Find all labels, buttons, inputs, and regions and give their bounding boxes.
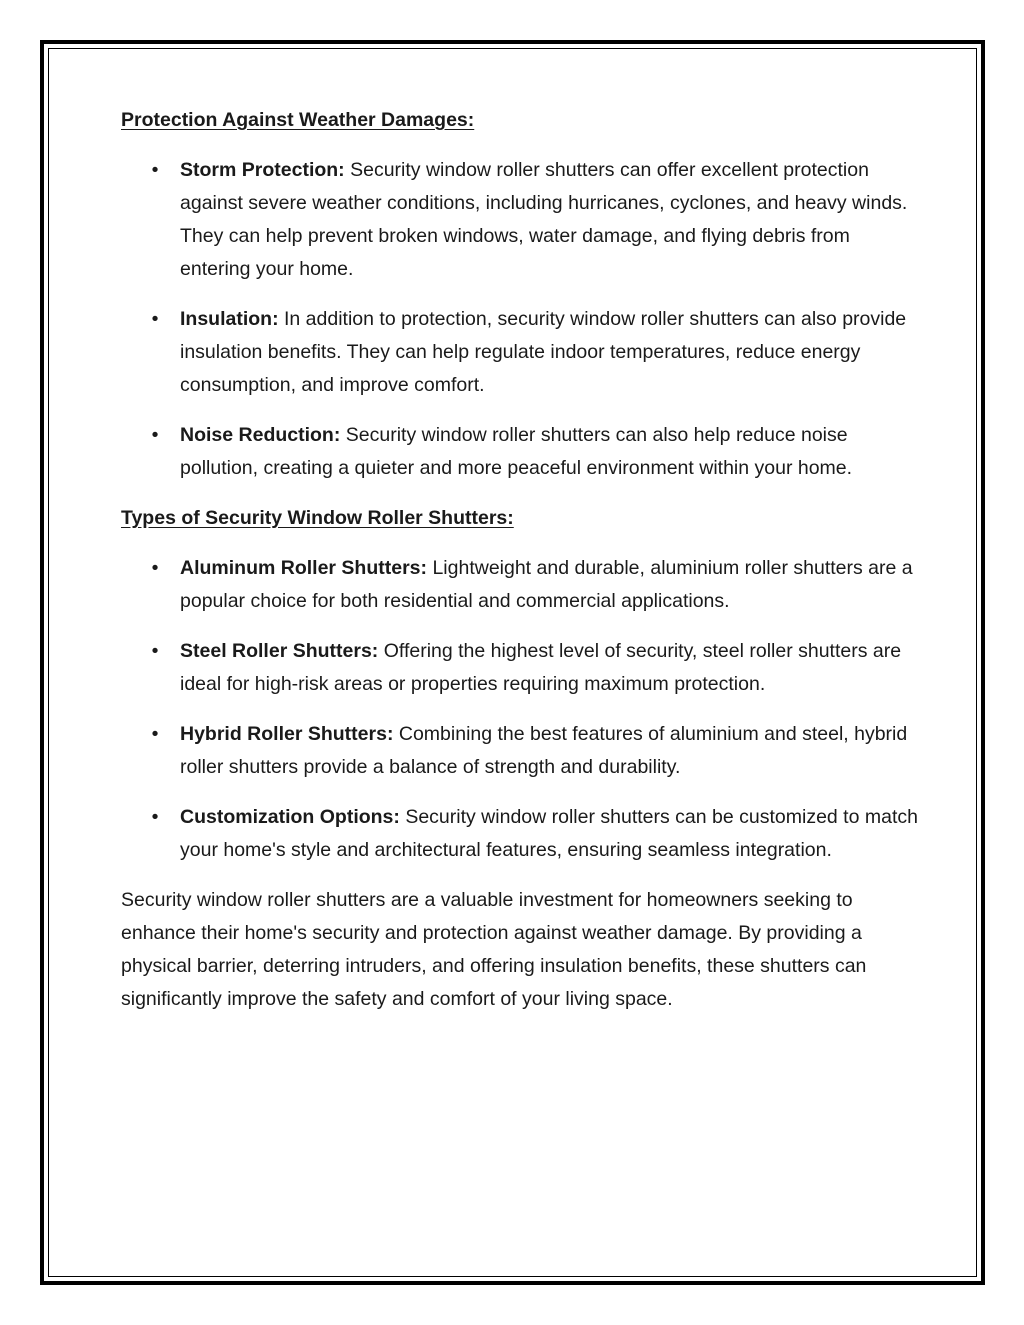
bullet-icon <box>150 154 160 187</box>
bullet-icon <box>150 635 160 668</box>
list-item <box>121 718 921 784</box>
bullet-icon <box>150 419 160 452</box>
bullet-list <box>121 154 921 485</box>
bullet-list <box>121 552 921 867</box>
item-text: In addition to protection, security window roller shutters can also provide insulation benefits. They can help regulate indoor temperatures, reduce energy consumption, and improve comfort. <box>180 308 907 396</box>
item-text: Lightweight and durable, aluminium roller shutters are a popular choice for both residential and commercial applications. <box>180 557 913 612</box>
list-item <box>121 552 921 618</box>
item-term: Steel Roller Shutters: <box>180 640 379 662</box>
item-term: Aluminum Roller Shutters: <box>180 557 428 579</box>
bullet-icon <box>150 718 160 751</box>
item-text: Security window roller shutters can offer excellent protection against severe weather conditions, including hurricanes, cyclones, and heavy winds. They can help prevent broken windows, water damage, and flying debris from entering your home. <box>180 159 908 280</box>
section-shutter-types <box>121 502 921 867</box>
item-text: Security window roller shutters can be customized to match your home's style and architectural features, ensuring seamless integration. <box>180 806 918 861</box>
item-term: Insulation: <box>180 308 279 330</box>
section-weather-protection <box>121 104 921 485</box>
section-heading: Protection Against Weather Damages: <box>121 109 475 131</box>
section-heading: Types of Security Window Roller Shutters: <box>121 507 514 529</box>
closing-paragraph: Security window roller shutters are a valuable investment for homeowners seeking to enhance their home's security and protection against weather damage. By providing a physical barrier, deterring intruders, and offering insulation benefits, these shutters can significantly improve the safety and comfort of your living space. <box>121 889 867 1010</box>
item-term: Noise Reduction: <box>180 424 341 446</box>
list-item <box>121 635 921 701</box>
item-text: Offering the highest level of security, steel roller shutters are ideal for high-risk areas or properties requiring maximum protection. <box>180 640 902 695</box>
document-body <box>121 104 921 1016</box>
list-item <box>121 303 921 402</box>
item-text: Combining the best features of aluminium and steel, hybrid roller shutters provide a balance of strength and durability. <box>180 723 908 778</box>
bullet-icon <box>150 303 160 336</box>
list-item <box>121 419 921 485</box>
item-term: Storm Protection: <box>180 159 345 181</box>
bullet-icon <box>150 552 160 585</box>
list-item <box>121 801 921 867</box>
bullet-icon <box>150 801 160 834</box>
item-text: Security window roller shutters can also help reduce noise pollution, creating a quieter and more peaceful environment within your home. <box>180 424 853 479</box>
item-term: Hybrid Roller Shutters: <box>180 723 394 745</box>
item-term: Customization Options: <box>180 806 400 828</box>
list-item <box>121 154 921 286</box>
